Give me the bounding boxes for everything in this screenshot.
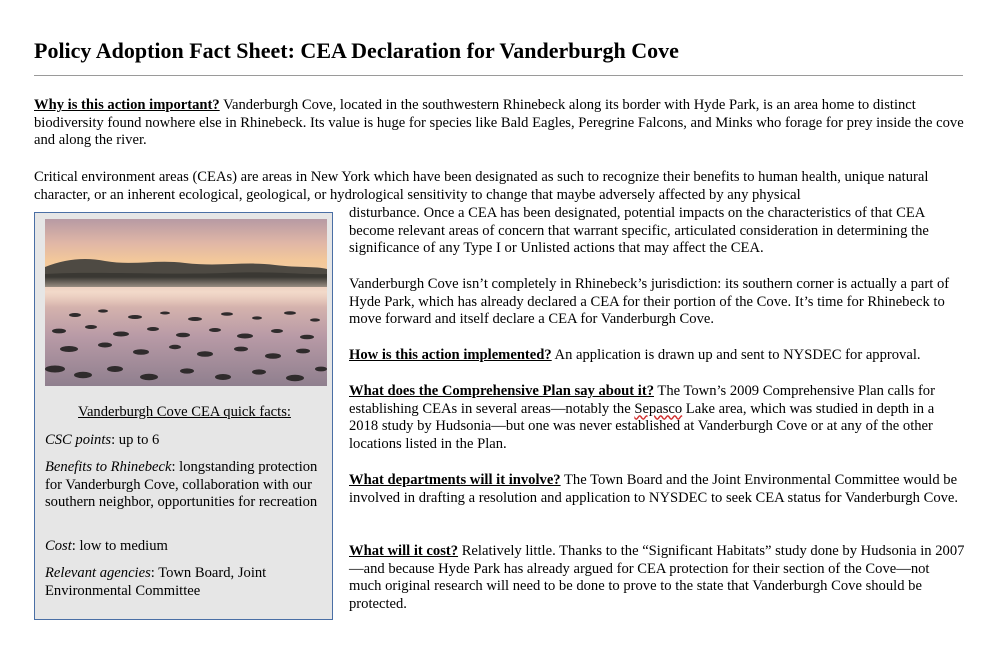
spellcheck-flagged-word: Sepasco [634,400,683,417]
why-text: Vanderburgh Cove, located in the southwestern Rhinebeck along its border with Hyde Park, is an area home to distinct biodiversity found nowhere else in Rhinebeck. Its value is huge for species like Bald Eagles, Peregrine Falcons, and Minks who forage for prey inside the cove and along the river. [34,97,964,149]
plan-paragraph: What does the Comprehensive Plan say about it? The Town’s 2009 Comprehensive Plan calls for establishing CEAs in several areas—notably the Sepasco Lake area, which was studied in depth in a 2018 study by Hudsonia—but one was never established at Vanderburgh Cove or at any of the other locations listed in the Plan. [349,383,935,452]
why-heading: Why is this action important? [34,97,220,113]
fact-benefits: Benefits to Rhinebeck: longstanding protection for Vanderburgh Cove, collaboration with our southern neighbor, opportunities for recreation [45,459,318,511]
cea-paragraph-continued: disturbance. Once a CEA has been designated, potential impacts on the characteristics of that CEA become relevant areas of concern that warrant specific, articulated consideration in determining the significance of any Type I or Unlisted actions that may affect the CEA. [349,205,929,257]
fact-agencies: Relevant agencies: Town Board, Joint Environmental Committee [45,565,267,599]
plan-heading: What does the Comprehensive Plan say about it? [349,383,655,399]
cea-paragraph-top: Critical environment areas (CEAs) are areas in New York which have been designated as such to recognize their benefits to human health, unique natural character, or an inherent ecological, geological, or hydrological sensitivity to change that maybe adversely affected by any physical [34,169,929,203]
fact-csc-points: CSC points: up to 6 [45,432,160,448]
page-title: Policy Adoption Fact Sheet: CEA Declaration for Vanderburgh Cove [34,38,679,63]
departments-heading: What departments will it involve? [349,472,561,488]
quick-facts-heading: Vanderburgh Cove CEA quick facts: [78,404,291,420]
cost-heading: What will it cost? [349,543,459,559]
jurisdiction-paragraph: Vanderburgh Cove isn’t completely in Rhinebeck’s jurisdiction: its southern corner is actually a part of Hyde Park, which has already declared a CEA for their portion of the Cove. It’s time for Rhinebeck to move forward and itself declare a CEA for Vanderburgh Cove. [349,276,950,328]
fact-cost: Cost: low to medium [45,538,168,554]
cove-photo [45,219,327,386]
why-paragraph [34,97,964,150]
departments-paragraph: What departments will it involve? The Town Board and the Joint Environmental Committee would be involved in drafting a resolution and application to NYSDEC to seek CEA status for Vanderburgh Cove. [349,472,959,506]
title-divider [34,75,963,76]
how-paragraph: How is this action implemented? An application is drawn up and sent to NYSDEC for approval. [349,347,921,363]
cost-paragraph: What will it cost? Relatively little. Thanks to the “Significant Habitats” study done by Hudsonia in 2007—and because Hyde Park has already argued for CEA protection for their section of the Cove—not much original research will need to be done to prove to the state that Vanderburgh Cove should be protected. [349,543,965,612]
quick-facts-sidebar [34,212,333,620]
how-heading: How is this action implemented? [349,347,552,363]
